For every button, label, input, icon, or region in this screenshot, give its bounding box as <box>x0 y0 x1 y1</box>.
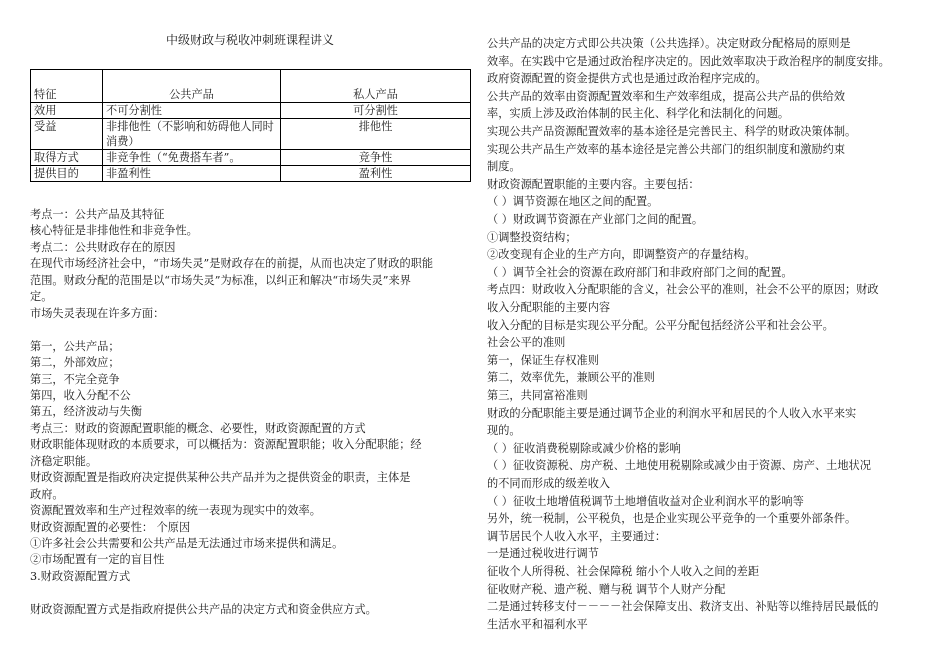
text-line: 二是通过转移支付－－－－社会保障支出、救济支出、补贴等以维持居民最低的 <box>487 600 879 614</box>
table-cell: 提供目的 <box>31 166 103 182</box>
text-line: 另外，统一税制，公平税负，也是企业实现公平竞争的一个重要外部条件。 <box>487 512 857 526</box>
text-line: 现的。 <box>487 424 521 438</box>
text-line: 财政资源配置方式是指政府提供公共产品的决定方式和资金供应方式。 <box>30 602 377 616</box>
text-line: （ ）征收资源税、房产税、土地使用税剔除或减少由于资源、房产、土地状况 <box>487 459 871 473</box>
table-cell: 排他性 <box>281 119 471 150</box>
text-line: 率，实质上涉及政治体制的民主化、科学化和法制化的问题。 <box>487 107 790 121</box>
text-line: 公共产品的决定方式即公共决策（公共选择）。决定财政分配格局的原则是 <box>487 37 851 50</box>
table-cell: 不可分割性 <box>103 103 281 119</box>
table-cell: 非盈利性 <box>103 166 281 182</box>
table-cell: 竞争性 <box>281 150 471 166</box>
table-row <box>31 166 471 182</box>
text-line: 征收财产税、遗产税、赠与税 调节个人财产分配 <box>487 582 726 596</box>
table-row <box>31 150 471 166</box>
text-line: （ ）调节资源在地区之间的配置。 <box>487 195 659 209</box>
text-line: ①许多社会公共需要和公共产品是无法通过市场来提供和满足。 <box>30 537 344 550</box>
text-line: 第四，收入分配不公 <box>30 388 131 402</box>
text-line: 第五，经济波动与失衡 <box>30 405 142 419</box>
text-line: 济稳定职能。 <box>30 454 98 468</box>
table-cell: 取得方式 <box>31 150 103 166</box>
text-line: ②改变现有企业的生产方向，即调整资产的存量结构。 <box>487 248 756 262</box>
text-line: 第三，不完全竞争 <box>30 372 120 386</box>
text-line: 第二，外部效应； <box>30 356 120 370</box>
table-cell: 非排他性（不影响和妨碍他人同时消费） <box>103 119 281 150</box>
text-line: （ ）征收消费税剔除或减少价格的影响 <box>487 441 681 455</box>
table-header-cell: 公共产品 <box>103 70 281 103</box>
text-line: 第一，保证生存权准则 <box>487 353 599 367</box>
text-line: 第一，公共产品； <box>30 339 120 353</box>
table-header-cell: 特征 <box>31 70 103 103</box>
text-line: 政府资源配置的资金提供方式也是通过政治程序完成的。 <box>487 72 767 86</box>
text-line: 考点二：公共财政存在的原因 <box>30 240 176 254</box>
text-line: 社会公平的准则 <box>487 336 566 350</box>
text-line: ②市场配置有一定的盲目性 <box>30 553 165 567</box>
text-line: 范围。财政分配的范围是以“市场失灵”为标准，以纠正和解决“市场失灵”来界 <box>30 273 411 287</box>
text-line: 考点三：财政的资源配置职能的概念、必要性，财政资源配置的方式 <box>30 421 366 435</box>
text-line: 的不同而形成的级差收入 <box>487 477 611 490</box>
text-line: 3.财政资源配置方式 <box>30 569 131 583</box>
table-cell: 受益 <box>31 119 103 150</box>
text-line: 市场失灵表现在许多方面： <box>30 306 165 320</box>
text-line: （ ）调节全社会的资源在政府部门和非政府部门之间的配置。 <box>487 265 793 279</box>
text-line: 考点一：公共产品及其特征 <box>30 208 165 221</box>
text-line: 第三，共同富裕准则 <box>487 389 588 402</box>
text-line: 实现公共产品生产效率的基本途径是完善公共部门的组织制度和激励约束 <box>487 142 846 156</box>
text-line: 收入分配职能的主要内容 <box>487 301 611 314</box>
text-line: 定。 <box>30 290 53 304</box>
text-line: 实现公共产品资源配置效率的基本途径是完善民主、科学的财政决策体制。 <box>487 125 857 138</box>
text-line: （ ）征收土地增值税调节土地增值收益对企业利润水平的影响等 <box>487 494 804 508</box>
page-title: 中级财政与税收冲刺班课程讲义 <box>165 33 334 47</box>
table-header-row <box>31 70 471 103</box>
text-line: 财政资源配置是指政府决定提供某种公共产品并为之提供资金的职责，主体是 <box>30 471 411 485</box>
text-line: 政府。 <box>30 487 64 501</box>
table-cell: 盈利性 <box>281 166 471 182</box>
text-line: ①调整投资结构； <box>487 230 577 244</box>
table-row <box>31 103 471 119</box>
text-line: 征收个人所得税、社会保障税 缩小个人收入之间的差距 <box>487 565 760 578</box>
text-line: 制度。 <box>487 160 521 174</box>
text-line: 考点四：财政收入分配职能的含义，社会公平的准则，社会不公平的原因；财政 <box>487 283 879 297</box>
text-line: 财政资源配置职能的主要内容。主要包括： <box>487 177 700 191</box>
table-cell: 非竞争性（“免费搭车者”。 <box>103 150 281 166</box>
text-line: 财政的分配职能主要是通过调节企业的利润水平和居民的个人收入水平来实 <box>487 406 857 420</box>
text-line: 资源配置效率和生产过程效率的统一表现为现实中的效率。 <box>30 504 321 518</box>
text-line: 效率。在实践中它是通过政治程序决定的。因此效率取决于政治程序的制度安排。 <box>487 54 890 68</box>
text-line: （ ）财政调节资源在产业部门之间的配置。 <box>487 213 704 226</box>
comparison-table <box>30 69 471 182</box>
text-line: 财政资源配置的必要性： 个原因 <box>30 520 191 534</box>
table-row <box>31 119 471 150</box>
text-line: 调节居民个人收入水平，主要通过： <box>487 529 667 543</box>
table-cell: 效用 <box>31 103 103 119</box>
text-line: 核心特征是非排他性和非竞争性。 <box>30 224 198 238</box>
text-line: 公共产品的效率由资源配置效率和生产效率组成，提高公共产品的供给效 <box>487 89 846 103</box>
text-line: 生活水平和福利水平 <box>487 617 588 631</box>
text-line: 在现代市场经济社会中，“市场失灵”是财政存在的前提，从而也决定了财政的职能 <box>30 257 434 271</box>
table-cell: 可分割性 <box>281 103 471 119</box>
text-line: 第二，效率优先，兼顾公平的准则 <box>487 371 655 385</box>
text-line: 收入分配的目标是实现公平分配。公平分配包括经济公平和社会公平。 <box>487 318 834 332</box>
text-line: 一是通过税收进行调节 <box>487 547 599 561</box>
text-line: 财政职能体现财政的本质要求，可以概括为：资源配置职能；收入分配职能；经 <box>30 438 422 452</box>
table-header-cell: 私人产品 <box>281 70 471 103</box>
